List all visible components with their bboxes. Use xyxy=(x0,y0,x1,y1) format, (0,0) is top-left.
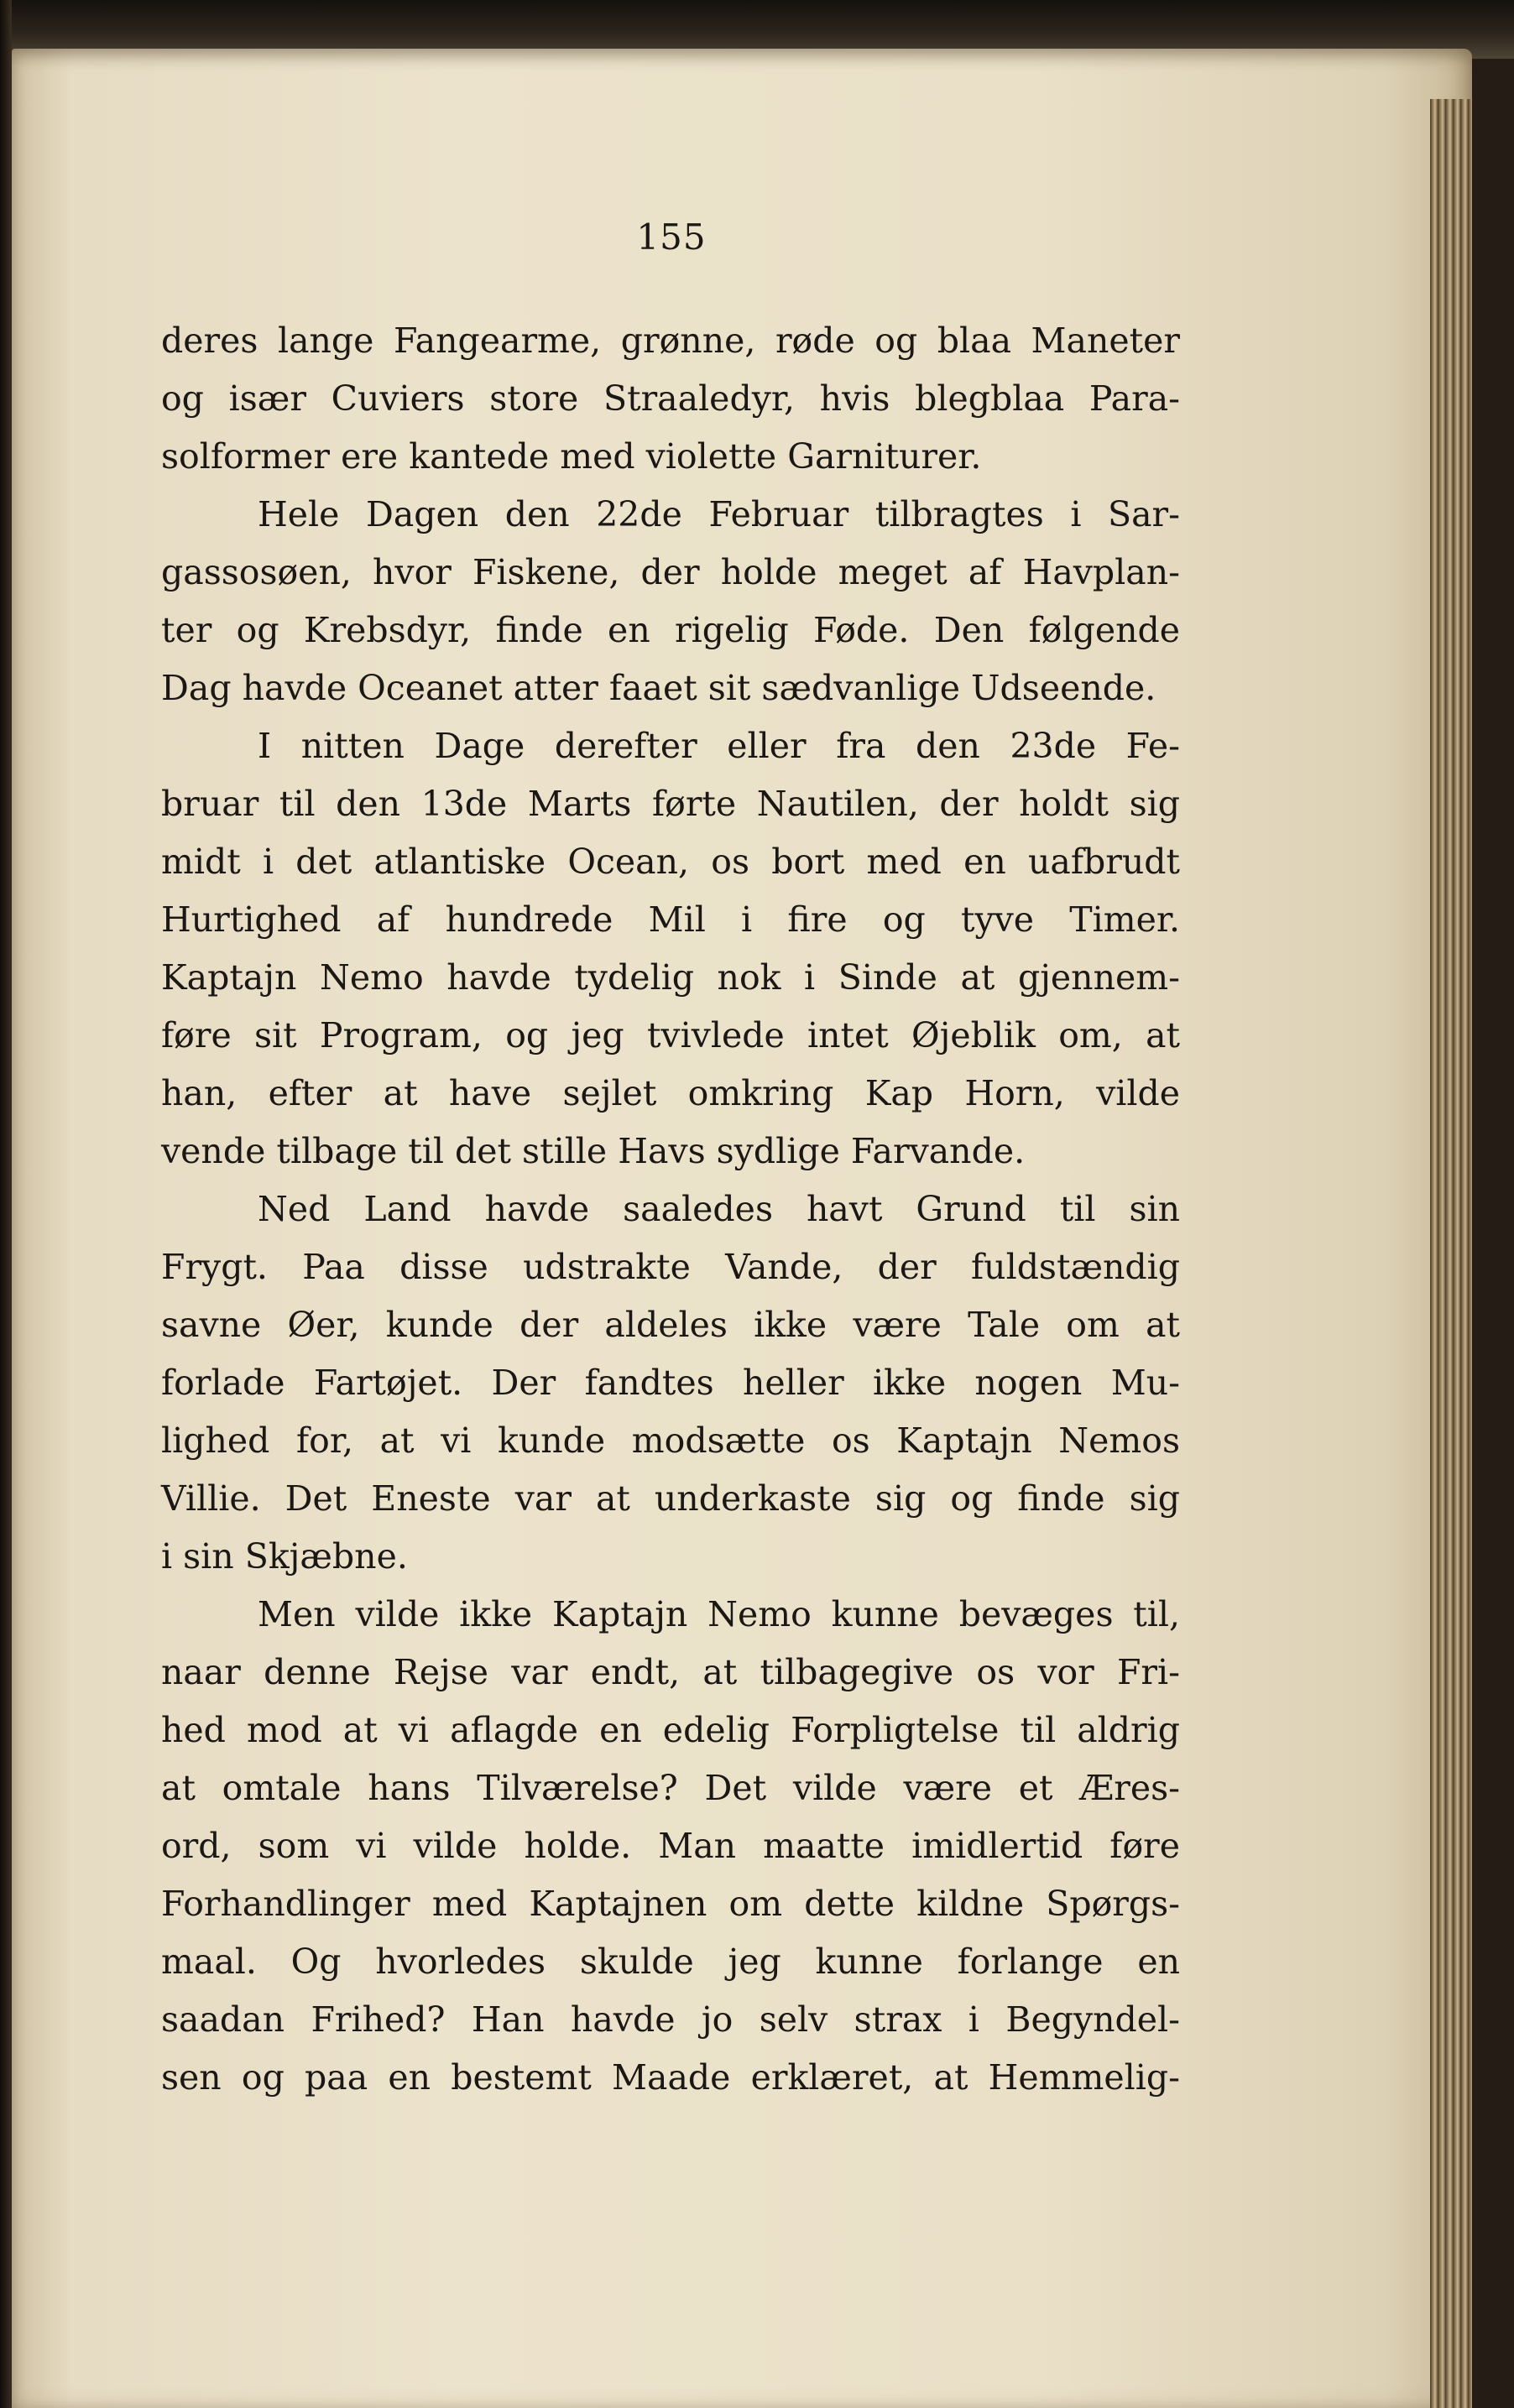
text-line: gassosøen, hvor Fiskene, der holde meget af Havplan- xyxy=(161,552,1180,592)
text-line: Dag havde Oceanet atter faaet sit sædvanlige Udseende. xyxy=(161,668,1156,708)
text-line: han, efter at have sejlet omkring Kap Horn, vilde xyxy=(161,1073,1180,1113)
page-edges xyxy=(1430,99,1472,2408)
page-number: 155 xyxy=(636,216,707,258)
text-line: ord, som vi vilde holde. Man maatte imidlertid føre xyxy=(161,1826,1180,1866)
text-line: ter og Krebsdyr, finde en rigelig Føde. Den følgende xyxy=(161,610,1180,650)
text-line: deres lange Fangearme, grønne, røde og blaa Maneter xyxy=(161,321,1180,361)
text-line: føre sit Program, og jeg tvivlede intet Øjeblik om, at xyxy=(161,1015,1180,1055)
text-line: sen og paa en bestemt Maade erklæret, at Hemmelig- xyxy=(161,2057,1180,2098)
text-line: vende tilbage til det stille Havs sydlige Farvande. xyxy=(161,1131,1026,1171)
text-line: Villie. Det Eneste var at underkaste sig og finde sig xyxy=(161,1478,1180,1519)
text-line: Forhandlinger med Kaptajnen om dette kildne Spørgs- xyxy=(161,1884,1180,1924)
text-line: Kaptajn Nemo havde tydelig nok i Sinde at gjennem- xyxy=(161,957,1180,998)
text-line: bruar til den 13de Marts førte Nautilen, der holdt sig xyxy=(161,784,1180,824)
text-line: Men vilde ikke Kaptajn Nemo kunne bevæges til, xyxy=(258,1594,1180,1634)
text-line: Frygt. Paa disse udstrakte Vande, der fuldstændig xyxy=(161,1247,1180,1287)
text-line: Hurtighed af hundrede Mil i fire og tyve Timer. xyxy=(161,899,1180,940)
text-line: Hele Dagen den 22de Februar tilbragtes i Sar- xyxy=(258,494,1180,534)
body-text xyxy=(161,312,1180,2107)
book-spine xyxy=(0,0,12,2408)
text-line: midt i det atlantiske Ocean, os bort med en uafbrudt xyxy=(161,842,1180,882)
text-line: I nitten Dage derefter eller fra den 23de Fe- xyxy=(258,726,1180,766)
text-line: i sin Skjæbne. xyxy=(161,1536,408,1577)
text-line: og især Cuviers store Straaledyr, hvis blegblaa Para- xyxy=(161,378,1180,419)
text-line: naar denne Rejse var endt, at tilbagegive os vor Fri- xyxy=(161,1652,1180,1692)
text-line: maal. Og hvorledes skulde jeg kunne forlange en xyxy=(161,1942,1180,1982)
text-line: at omtale hans Tilværelse? Det vilde være et Æres- xyxy=(161,1768,1180,1808)
text-line: forlade Fartøjet. Der fandtes heller ikke nogen Mu- xyxy=(161,1363,1180,1403)
text-line: savne Øer, kunde der aldeles ikke være Tale om at xyxy=(161,1305,1180,1345)
text-line: Ned Land havde saaledes havt Grund til sin xyxy=(258,1189,1180,1229)
text-line: lighed for, at vi kunde modsætte os Kaptajn Nemos xyxy=(161,1420,1180,1461)
text-line: saadan Frihed? Han havde jo selv strax i Begyndel- xyxy=(161,1999,1180,2040)
text-line: hed mod at vi aflagde en edelig Forpligtelse til aldrig xyxy=(161,1710,1180,1750)
text-line: solformer ere kantede med violette Garniturer. xyxy=(161,436,982,477)
